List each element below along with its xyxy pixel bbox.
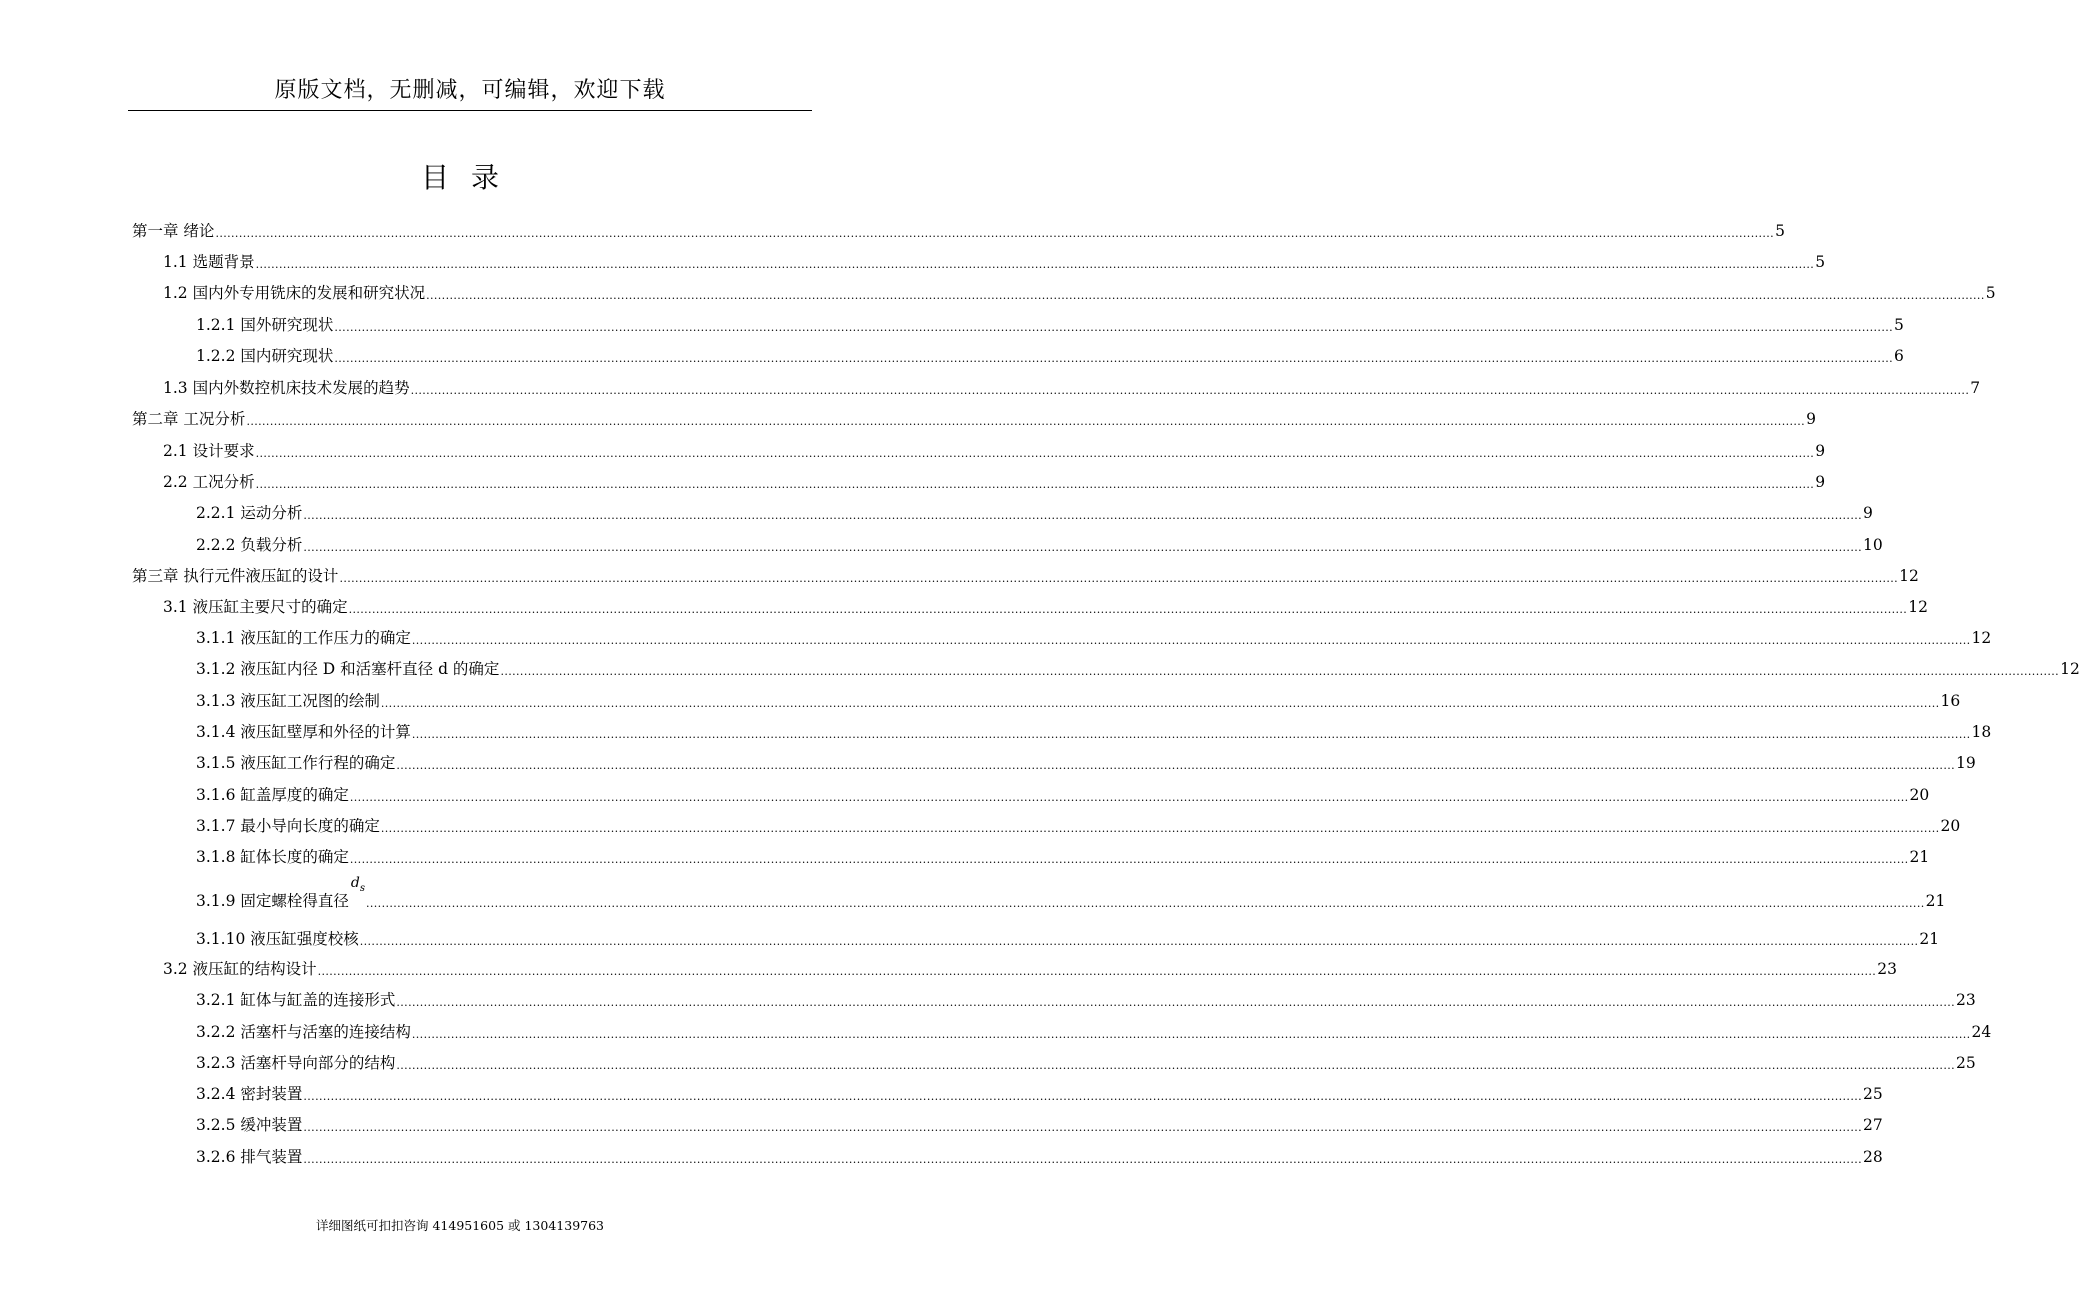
toc-leader-dots: ................................................................................................................................................................................................................................................................................................................................................................................................................ bbox=[334, 321, 1894, 334]
toc-entry[interactable] bbox=[196, 314, 1904, 336]
toc-entry-label: 3.2.3 活塞杆导向部分的结构 bbox=[196, 1054, 396, 1072]
toc-entry[interactable] bbox=[196, 875, 1946, 912]
toc-leader-dots: ................................................................................................................................................................................................................................................................................................................................................................................................................ bbox=[255, 447, 1815, 460]
toc-entry-label: 3.1.10 液压缸强度校核 bbox=[196, 930, 359, 948]
toc-leader-dots: ................................................................................................................................................................................................................................................................................................................................................................................................................ bbox=[411, 634, 1971, 647]
footer-text: 详细图纸可扣扣咨询 414951605 或 1304139763 bbox=[315, 1218, 605, 1233]
toc-leader-dots: ................................................................................................................................................................................................................................................................................................................................................................................................................ bbox=[349, 791, 1909, 804]
toc-entry[interactable] bbox=[196, 1114, 1883, 1136]
toc-entry-label: 第一章 绪论 bbox=[132, 222, 215, 240]
toc-entry[interactable] bbox=[196, 815, 1961, 837]
toc-leader-dots: ................................................................................................................................................................................................................................................................................................................................................................................................................ bbox=[303, 1121, 1863, 1134]
toc-entry-label: 第二章 工况分析 bbox=[132, 410, 246, 428]
toc-entry[interactable] bbox=[196, 989, 1976, 1011]
toc-entry-label: 3.1.8 缸体长度的确定 bbox=[196, 848, 349, 866]
toc-entry-label: 2.2.1 运动分析 bbox=[196, 504, 303, 522]
symbol-base: d bbox=[350, 875, 360, 892]
toc-leader-dots: ................................................................................................................................................................................................................................................................................................................................................................................................................ bbox=[255, 258, 1815, 271]
toc-entry-page: 10 bbox=[1863, 536, 1883, 554]
toc-entry[interactable] bbox=[132, 565, 1919, 587]
toc-entry[interactable] bbox=[163, 440, 1826, 462]
toc-leader-dots: ................................................................................................................................................................................................................................................................................................................................................................................................................ bbox=[411, 1028, 1971, 1041]
toc-entry-page: 21 bbox=[1909, 848, 1930, 866]
toc-entry-page: 18 bbox=[1971, 723, 1992, 741]
toc-entry[interactable] bbox=[196, 846, 1930, 868]
toc-entry-label: 2.2 工况分析 bbox=[163, 473, 255, 491]
toc-entry-label: 2.1 设计要求 bbox=[163, 442, 255, 460]
toc-entry[interactable] bbox=[163, 282, 1996, 304]
toc-leader-dots: ................................................................................................................................................................................................................................................................................................................................................................................................................ bbox=[215, 227, 1775, 240]
toc-entry-label: 3.1.5 液压缸工作行程的确定 bbox=[196, 754, 396, 772]
toc-entry[interactable] bbox=[163, 251, 1826, 273]
toc-leader-dots: ................................................................................................................................................................................................................................................................................................................................................................................................................ bbox=[359, 935, 1919, 948]
toc-leader-dots: ................................................................................................................................................................................................................................................................................................................................................................................................................ bbox=[410, 384, 1970, 397]
toc-entry-label: 3.1.1 液压缸的工作压力的确定 bbox=[196, 629, 411, 647]
toc-entry-label: 1.3 国内外数控机床技术发展的趋势 bbox=[163, 379, 410, 397]
toc-entry-page: 5 bbox=[1815, 253, 1826, 271]
toc-leader-dots: ................................................................................................................................................................................................................................................................................................................................................................................................................ bbox=[339, 572, 1899, 585]
toc-entry-page: 12 bbox=[1908, 598, 1928, 616]
toc-leader-dots: ................................................................................................................................................................................................................................................................................................................................................................................................................ bbox=[500, 665, 2060, 678]
toc-leader-dots: ................................................................................................................................................................................................................................................................................................................................................................................................................ bbox=[303, 509, 1863, 522]
toc-entry-page: 20 bbox=[1909, 786, 1930, 804]
toc-entry[interactable] bbox=[196, 784, 1930, 806]
toc-entry-label: 1.2.1 国外研究现状 bbox=[196, 316, 334, 334]
toc-entry-label: 3.1.9 固定螺栓得直径 bbox=[196, 892, 349, 910]
toc-leader-dots: ................................................................................................................................................................................................................................................................................................................................................................................................................ bbox=[246, 415, 1806, 428]
toc-entry-label: 1.2.2 国内研究现状 bbox=[196, 347, 334, 365]
toc-entry[interactable] bbox=[196, 1146, 1883, 1168]
toc-entry-page: 16 bbox=[1940, 692, 1961, 710]
toc-entry-label: 3.2.1 缸体与缸盖的连接形式 bbox=[196, 991, 396, 1009]
toc-entry-label: 3.2 液压缸的结构设计 bbox=[163, 960, 317, 978]
toc-leader-dots: ................................................................................................................................................................................................................................................................................................................................................................................................................ bbox=[380, 697, 1940, 710]
toc-entry-label: 3.2.6 排气装置 bbox=[196, 1148, 303, 1166]
toc-entry-label: 3.2.4 密封装置 bbox=[196, 1085, 303, 1103]
toc-leader-dots: ................................................................................................................................................................................................................................................................................................................................................................................................................ bbox=[303, 1153, 1863, 1166]
toc-entry-page: 5 bbox=[1775, 222, 1785, 240]
toc-entry[interactable] bbox=[163, 377, 1981, 399]
toc-entry[interactable] bbox=[163, 596, 1928, 618]
toc-entry-page: 6 bbox=[1894, 347, 1904, 365]
toc-leader-dots: ................................................................................................................................................................................................................................................................................................................................................................................................................ bbox=[348, 603, 1908, 616]
toc-entry-page: 9 bbox=[1815, 442, 1826, 460]
toc-entry[interactable] bbox=[196, 658, 2080, 680]
toc-entry-page: 12 bbox=[2060, 660, 2080, 678]
symbol-subscript: s bbox=[359, 883, 365, 894]
toc-entry-page: 9 bbox=[1863, 504, 1873, 522]
toc-entry-page: 12 bbox=[1971, 629, 1992, 647]
toc-leader-dots: ................................................................................................................................................................................................................................................................................................................................................................................................................ bbox=[255, 478, 1815, 491]
toc-entry-page: 21 bbox=[1925, 892, 1946, 910]
toc-leader-dots: ................................................................................................................................................................................................................................................................................................................................................................................................................ bbox=[365, 897, 1925, 910]
toc-entry-label: 3.2.2 活塞杆与活塞的连接结构 bbox=[196, 1023, 411, 1041]
header-text: 原版文档，无删减，可编辑，欢迎下载 bbox=[274, 78, 666, 103]
toc-leader-dots: ................................................................................................................................................................................................................................................................................................................................................................................................................ bbox=[411, 728, 1971, 741]
toc-entry[interactable] bbox=[163, 958, 1897, 980]
toc-entry-page: 24 bbox=[1971, 1023, 1992, 1041]
toc-entry[interactable] bbox=[196, 928, 1940, 950]
toc-entry[interactable] bbox=[196, 1052, 1976, 1074]
toc-entry[interactable] bbox=[163, 471, 1826, 493]
toc-leader-dots: ................................................................................................................................................................................................................................................................................................................................................................................................................ bbox=[426, 289, 1985, 302]
toc-entry-page: 23 bbox=[1877, 960, 1897, 978]
toc-entry[interactable] bbox=[196, 345, 1904, 367]
toc-entry[interactable] bbox=[196, 721, 1992, 743]
title-char-2: 录 bbox=[471, 161, 500, 194]
toc-entry-label: 3.1.3 液压缸工况图的绘制 bbox=[196, 692, 380, 710]
toc-entry-page: 21 bbox=[1919, 930, 1940, 948]
toc-leader-dots: ................................................................................................................................................................................................................................................................................................................................................................................................................ bbox=[349, 853, 1909, 866]
toc-leader-dots: ................................................................................................................................................................................................................................................................................................................................................................................................................ bbox=[334, 352, 1894, 365]
toc-entry[interactable] bbox=[132, 408, 1816, 430]
toc-entry-label: 3.2.5 缓冲装置 bbox=[196, 1116, 303, 1134]
toc-leader-dots: ................................................................................................................................................................................................................................................................................................................................................................................................................ bbox=[396, 759, 1956, 772]
toc-leader-dots: ................................................................................................................................................................................................................................................................................................................................................................................................................ bbox=[380, 822, 1940, 835]
toc-leader-dots: ................................................................................................................................................................................................................................................................................................................................................................................................................ bbox=[396, 996, 1956, 1009]
toc-entry-page: 9 bbox=[1815, 473, 1826, 491]
toc-entry[interactable] bbox=[196, 534, 1883, 556]
toc-leader-dots: ................................................................................................................................................................................................................................................................................................................................................................................................................ bbox=[303, 1090, 1863, 1103]
title-char-1: 目 bbox=[420, 161, 449, 194]
toc-entry-label: 3.1.7 最小导向长度的确定 bbox=[196, 817, 380, 835]
toc-leader-dots: ................................................................................................................................................................................................................................................................................................................................................................................................................ bbox=[396, 1059, 1956, 1072]
toc-entry-label: 3.1.2 液压缸内径 D 和活塞杆直径 d 的确定 bbox=[196, 660, 500, 678]
page-footer bbox=[0, 1218, 920, 1234]
toc-entry-page: 19 bbox=[1956, 754, 1976, 772]
toc-entry-page: 23 bbox=[1956, 991, 1976, 1009]
toc-leader-dots: ................................................................................................................................................................................................................................................................................................................................................................................................................ bbox=[303, 541, 1863, 554]
toc-leader-dots: ................................................................................................................................................................................................................................................................................................................................................................................................................ bbox=[317, 965, 1877, 978]
toc-entry-page: 12 bbox=[1899, 567, 1919, 585]
toc-entry[interactable] bbox=[132, 220, 1785, 242]
toc-entry[interactable] bbox=[196, 752, 1976, 774]
toc-entry[interactable] bbox=[196, 502, 1873, 524]
toc-entry-page: 20 bbox=[1940, 817, 1961, 835]
toc-entry[interactable] bbox=[196, 1083, 1883, 1105]
toc-entry[interactable] bbox=[196, 690, 1961, 712]
toc-entry-page: 28 bbox=[1863, 1148, 1883, 1166]
toc-entry-page: 7 bbox=[1970, 379, 1981, 397]
toc-entry[interactable] bbox=[196, 1021, 1992, 1043]
toc-entry-label: 2.2.2 负载分析 bbox=[196, 536, 303, 554]
toc-entry-label: 3.1.4 液压缸壁厚和外径的计算 bbox=[196, 723, 411, 741]
toc-entry-label: 1.2 国内外专用铣床的发展和研究状况 bbox=[163, 284, 426, 302]
toc-entry-label: 第三章 执行元件液压缸的设计 bbox=[132, 567, 339, 585]
toc-entry-page: 27 bbox=[1863, 1116, 1883, 1134]
toc-entry-label: 3.1.6 缸盖厚度的确定 bbox=[196, 786, 349, 804]
toc-entry-page: 5 bbox=[1985, 284, 1996, 302]
toc-entry-page: 25 bbox=[1863, 1085, 1883, 1103]
toc-entry[interactable] bbox=[196, 627, 1992, 649]
toc-entry-page: 5 bbox=[1894, 316, 1904, 334]
toc-entry-label: 1.1 选题背景 bbox=[163, 253, 255, 271]
toc-entry-label: 3.1 液压缸主要尺寸的确定 bbox=[163, 598, 348, 616]
toc-entry-symbol bbox=[351, 872, 365, 900]
toc-entry-page: 9 bbox=[1806, 410, 1816, 428]
toc-entry-page: 25 bbox=[1956, 1054, 1976, 1072]
